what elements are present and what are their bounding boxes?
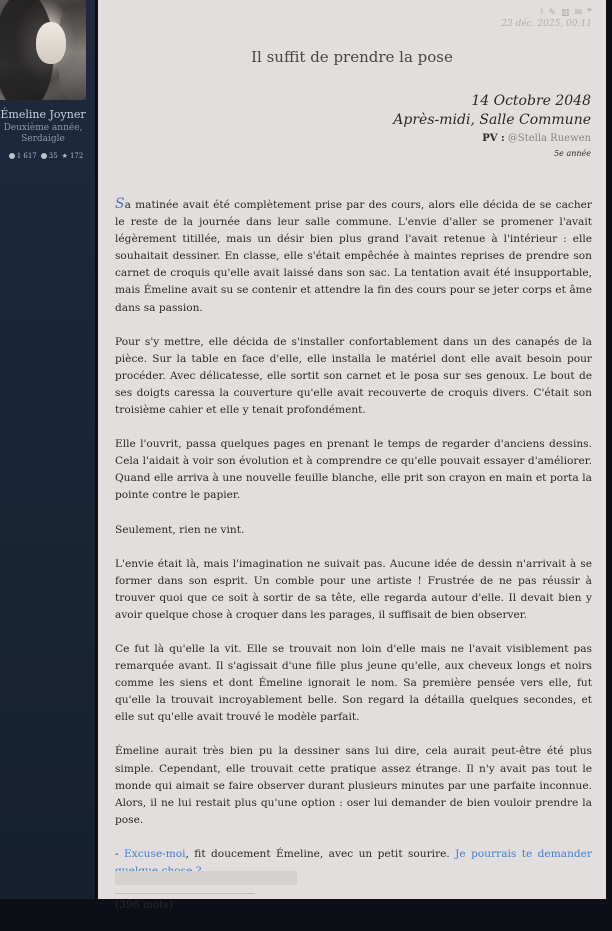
profile-stats bbox=[4, 152, 88, 160]
post-title: Il suffit de prendre la pose bbox=[251, 48, 453, 66]
paragraph-5: L'envie était là, mais l'imagination ne suivait pas. Aucune idée de dessin n'arrivait à se former dans son esprit. Un comble pour une artiste ! Frustrée de ne pas réussir à trouver quoi que ce soit à sortir de sa tête, elle regarda autour d'elle. Il devait bien y avoir quelque chose à croquer dans les parages, il suffisait de bien observer. bbox=[115, 557, 592, 621]
post-actions bbox=[540, 8, 592, 18]
delete-icon[interactable]: ▥ bbox=[561, 8, 570, 18]
paragraph-1 bbox=[115, 196, 592, 317]
paragraph-4: Seulement, rien ne vint. bbox=[115, 523, 245, 536]
signature-placeholder bbox=[115, 871, 297, 885]
drop-cap: S bbox=[115, 196, 125, 212]
rp-place: Après-midi, Salle Commune bbox=[393, 112, 591, 128]
rp-pov bbox=[393, 131, 591, 146]
profile-subtitle bbox=[0, 123, 86, 145]
profile-year: Deuxième année, bbox=[3, 123, 83, 133]
profile-house: Serdaigle bbox=[21, 134, 65, 144]
post-timestamp: 23 déc. 2025, 00:11 bbox=[501, 19, 592, 29]
dialogue-speech-2: Je pourrais te demander bbox=[455, 847, 593, 860]
post bbox=[98, 0, 606, 912]
post-body bbox=[115, 196, 592, 931]
dialogue-speech-1: Excuse-moi bbox=[123, 847, 186, 860]
quote-icon[interactable]: ❞ bbox=[587, 8, 592, 18]
paragraph-3: Elle l'ouvrit, passa quelques pages en prenant le temps de regarder d'anciens dessins. Cela l'aidait à voir son évolution et à comprendre ce qu'elle pouvait essayer d'améliorer. Quand elle arriva à une nouvelle feuille blanche, elle prit son crayon en main et porta la pointe contre le papier. bbox=[115, 438, 592, 502]
paragraph-2: Pour s'y mettre, elle décida de s'installer confortablement dans un des canapés de la pièce. Sur la table en face d'elle, elle installa le matériel dont elle avait besoin pour procéder. Avec délicatesse, elle sortit son carnet et le posa sur ses genoux. Le bout de ses doigts caressa la couverture qu'elle avait recouverte de croquis divers. C'était son troisième cahier et elle y tenait profondément. bbox=[115, 335, 592, 417]
star-icon: ★ bbox=[61, 152, 68, 160]
word-count: (396 mots) bbox=[115, 899, 173, 912]
signature-divider bbox=[115, 893, 255, 894]
points-count: 35 bbox=[48, 152, 58, 160]
user-sidebar bbox=[0, 0, 96, 899]
avatar[interactable] bbox=[0, 0, 86, 100]
email-icon[interactable]: ✉ bbox=[574, 8, 583, 18]
pov-mention-link[interactable]: @Stella Ruewen bbox=[507, 133, 591, 144]
stars-stat bbox=[62, 152, 84, 160]
rp-header bbox=[393, 92, 591, 158]
alert-icon[interactable]: ! bbox=[539, 8, 544, 18]
avatar-face bbox=[36, 22, 66, 64]
page-edge bbox=[606, 0, 612, 899]
messages-count: 1 617 bbox=[16, 152, 37, 160]
rp-year: 5e année bbox=[554, 149, 591, 158]
stars-count: 172 bbox=[69, 152, 84, 160]
edit-icon[interactable]: ✎ bbox=[548, 8, 557, 18]
paragraph-6: Ce fut là qu'elle la vit. Elle se trouvait non loin d'elle mais ne l'avait visiblement pas remarquée avant. Il s'agissait d'une fille plus jeune qu'elle, aux cheveux longs et noirs comme les siens et dont Émeline ignorait le nom. Sa première pensée vers elle, fut qu'elle la trouvait incroyablement belle. Son regard la détailla quelques secondes, et elle sut qu'elle avait trouvé le modèle parfait. bbox=[115, 642, 592, 724]
dialogue-dash: - bbox=[115, 847, 124, 860]
message-icon bbox=[9, 153, 15, 159]
rp-date: 14 Octobre 2048 bbox=[471, 93, 591, 109]
profile-name[interactable]: Émeline Joyner bbox=[0, 108, 86, 121]
points-stat bbox=[41, 152, 58, 160]
coin-icon bbox=[41, 153, 47, 159]
messages-stat bbox=[9, 152, 37, 160]
paragraph-1-text: a matinée avait été complètement prise par des cours, alors elle décida de se cacher le reste de la journée dans leur salle commune. L'envie d'aller se promener l'avait légèrement titillée, mais un désir bien plus grand l'avait retenue à l'intérieur : elle souhaitait dessiner. En classe, elle s'était empêchée à maintes reprises de prendre son carnet de croquis qu'elle avait laissé dans son sac. La tentation avait été insupportable, mais Émeline avait su se contenir et attendre la fin des cours pour se jeter corps et âme dans sa passion. bbox=[115, 199, 592, 314]
dialogue-narration: , fit doucement Émeline, avec un petit sourire. bbox=[185, 847, 456, 860]
pov-label: PV : bbox=[482, 133, 505, 144]
paragraph-7: Émeline aurait très bien pu la dessiner sans lui dire, cela aurait peut-être été plus simple. Cependant, elle trouvait cette pratique assez étrange. Il n'y avait pas tout le monde qui aimait se faire observer durant plusieurs minutes par une parfaite inconnue. Alors, il ne lui restait plus qu'une option : oser lui demander de bien vouloir prendre la pose. bbox=[115, 745, 592, 826]
